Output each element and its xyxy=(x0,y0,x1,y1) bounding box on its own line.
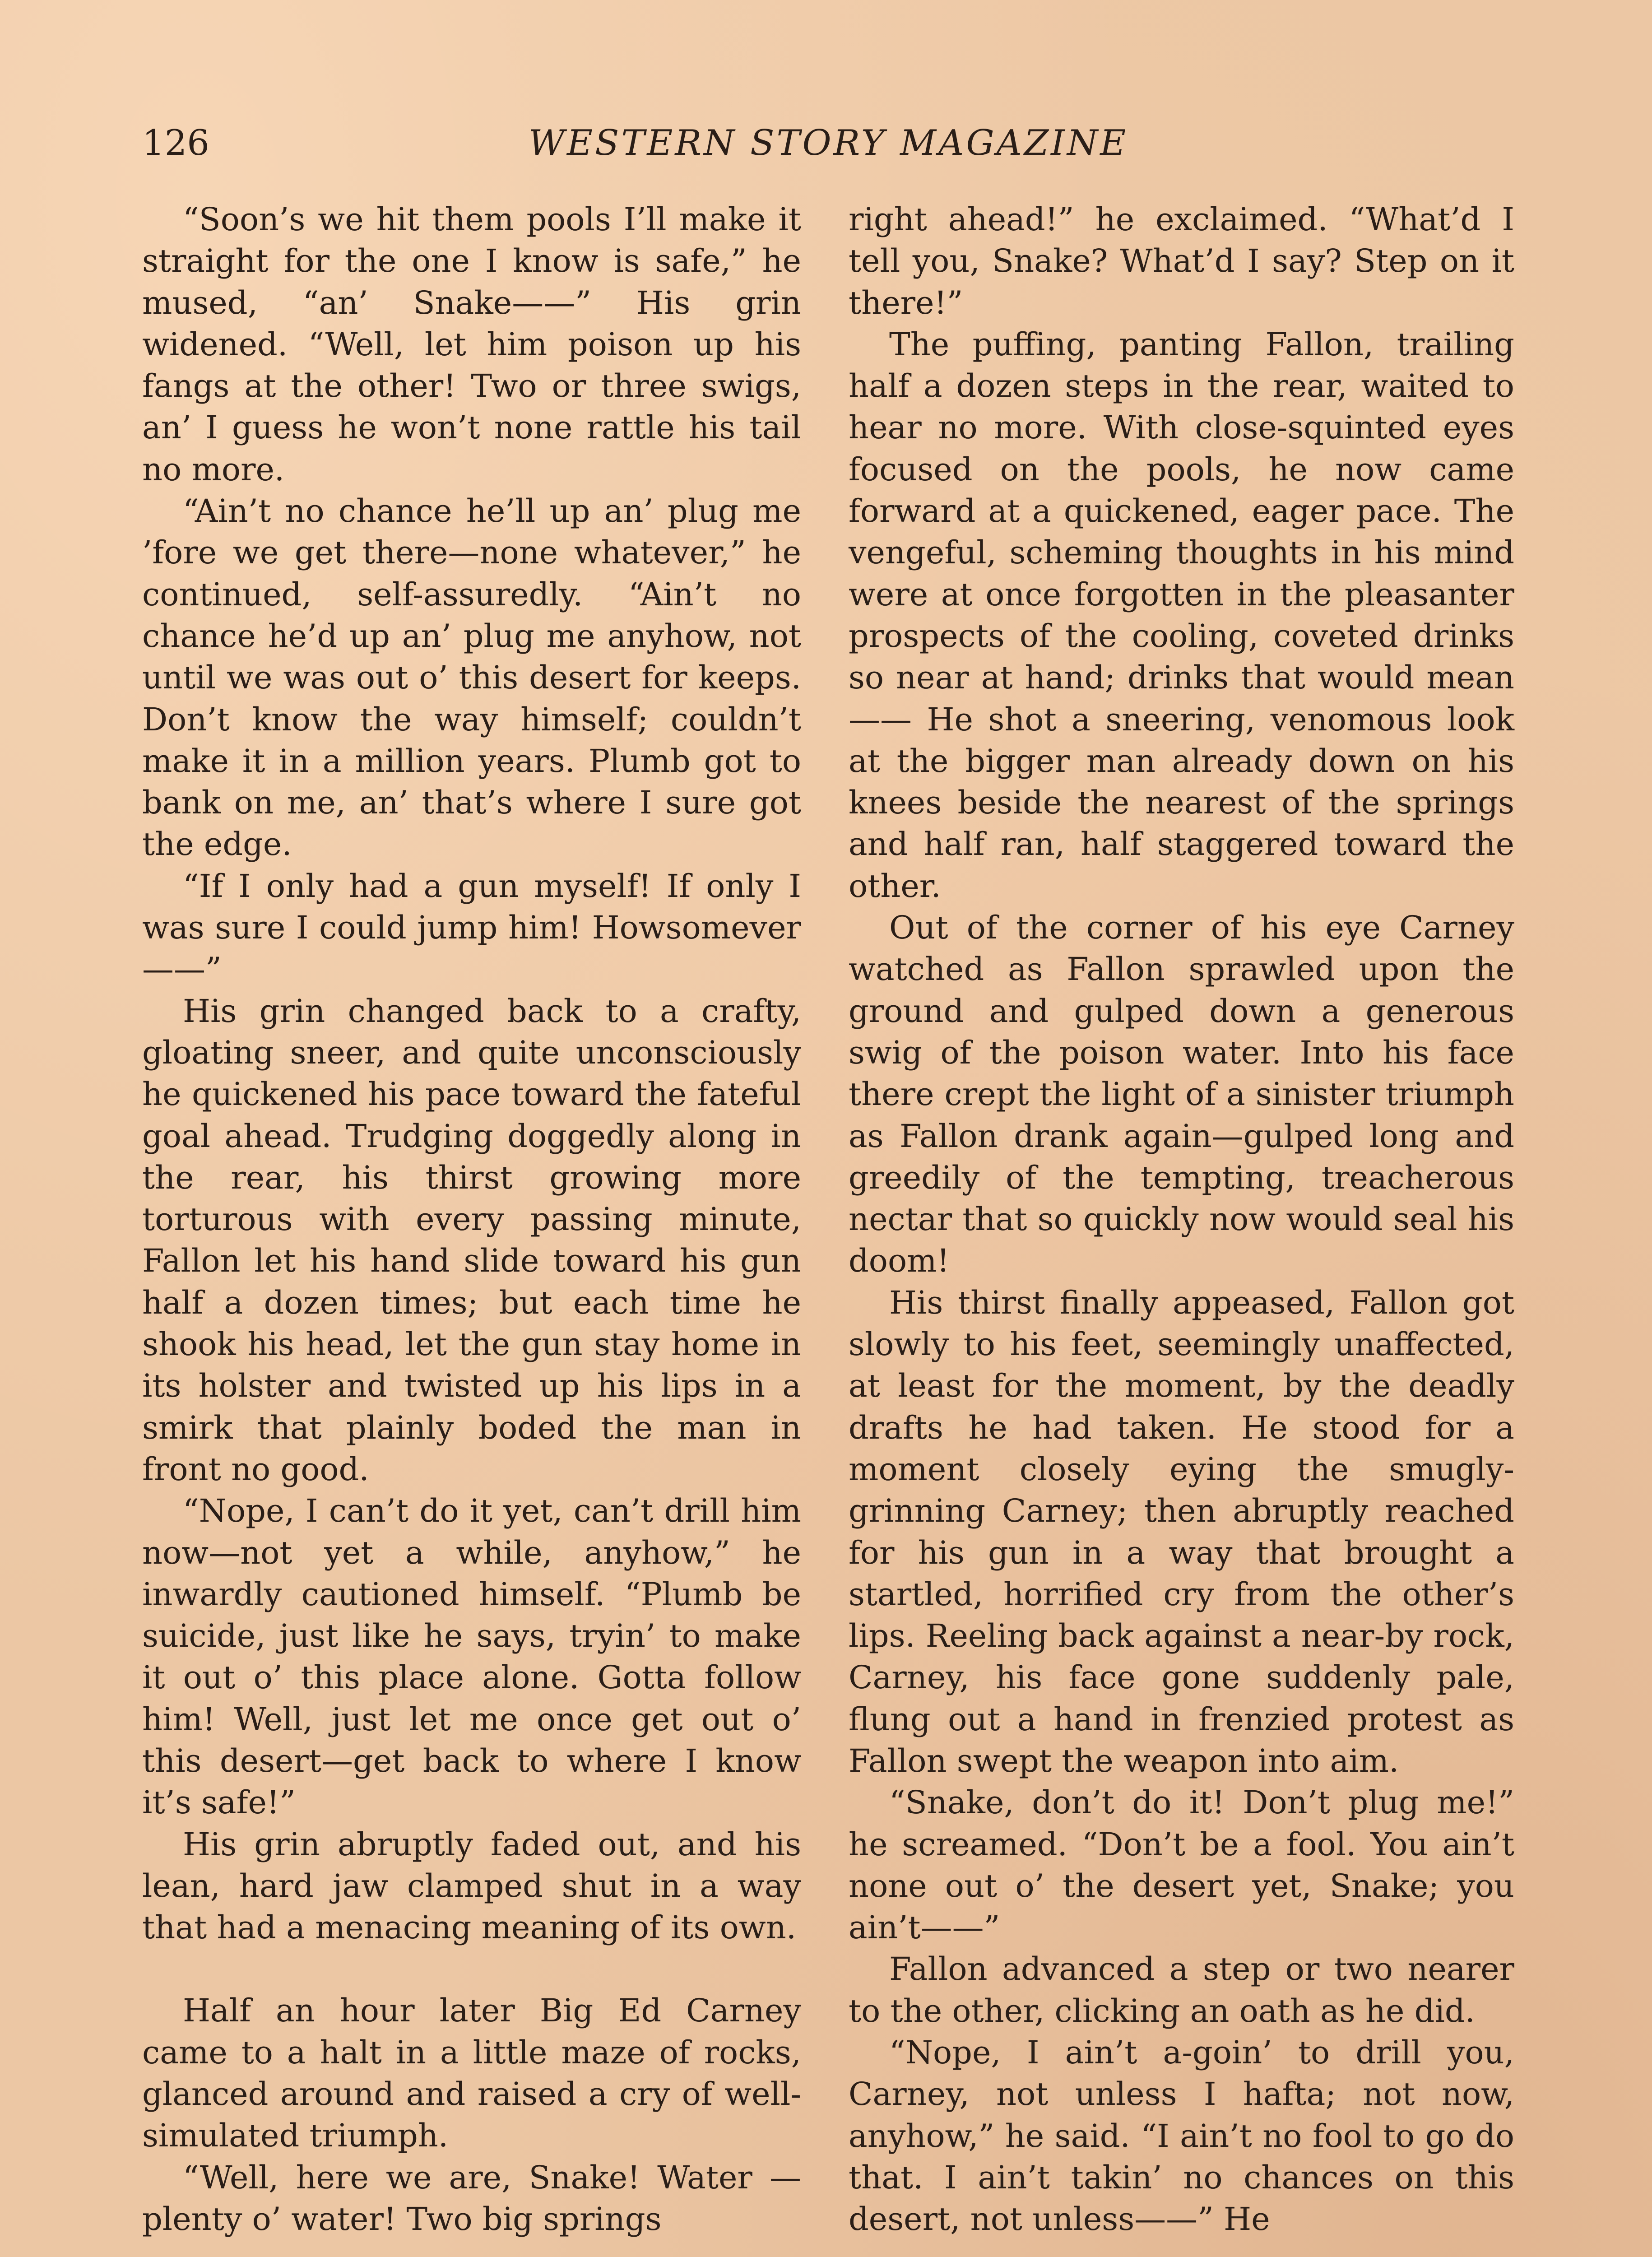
section-break xyxy=(142,1948,801,1990)
paragraph: “Nope, I can’t do it yet, can’t drill him now—not yet a while, anyhow,” he inwardly cautioned himself. “Plumb be suicide, just like he says, tryin’ to make it out o’ this place alone. Gotta follow him! Well, just let me once get out o’ this desert—get back to where I know it’s safe!” xyxy=(142,1492,801,1821)
paragraph: “Snake, don’t do it! Don’t plug me!” he screamed. “Don’t be a fool. You ain’t none out o’ the desert yet, Snake; you ain’t——” xyxy=(849,1784,1514,1946)
paragraph: “Nope, I ain’t a-goin’ to drill you, Carney, not unless I hafta; not now, anyhow,” he said. “I ain’t no fool to go do that. I ain’t takin’ no chances on this desert, not unless——” He xyxy=(849,2034,1514,2238)
paragraph: His grin abruptly faded out, and his lean, hard jaw clamped shut in a way that had a menacing meaning of its own. xyxy=(142,1825,801,1946)
paragraph: Half an hour later Big Ed Carney came to a halt in a little maze of rocks, glanced around and raised a cry of well-simulated triumph. xyxy=(142,1992,801,2155)
paragraph: “Ain’t no chance he’ll up an’ plug me ’fore we get there—none whatever,” he continued, self-assuredly. “Ain’t no chance he’d up an’ plug me anyhow, not until we was out o’ this desert for keeps. Don’t know the way himself; couldn’t make it in a million years. Plumb got to bank on me, an’ that’s where I sure got the edge. xyxy=(142,492,801,863)
paragraph: “If I only had a gun myself! If only I was sure I could jump him! Howsomever——” xyxy=(142,867,801,988)
paragraph: “Soon’s we hit them pools I’ll make it straight for the one I know is safe,” he mused, “an’ Snake——” His grin widened. “Well, let him poison up his fangs at the other! Two or three swigs, an’ I guess he won’t none rattle his tail no more. xyxy=(142,201,801,488)
left-column xyxy=(142,199,801,2240)
paragraph-continuation: right ahead!” he exclaimed. “What’d I tell you, Snake? What’d I say? Step on it there!” xyxy=(849,201,1514,321)
page-header xyxy=(142,118,1514,172)
right-column xyxy=(849,199,1514,2240)
paragraph: Fallon advanced a step or two nearer to the other, clicking an oath as he did. xyxy=(849,1950,1514,2029)
paragraph: His thirst finally appeased, Fallon got slowly to his feet, seemingly unaffected, at least for the moment, by the deadly drafts he had taken. He stood for a moment closely eying the smugly-grinning Carney; then abruptly reached for his gun in a way that brought a startled, horrified cry from the other’s lips. Reeling back against a near-by rock, Carney, his face gone suddenly pale, flung out a hand in frenzied protest as Fallon swept the weapon into aim. xyxy=(849,1284,1514,1779)
paragraph: His grin changed back to a crafty, gloating sneer, and quite unconsciously he quickened his pace toward the fateful goal ahead. Trudging doggedly along in the rear, his thirst growing more torturous with every passing minute, Fallon let his hand slide toward his gun half a dozen times; but each time he shook his head, let the gun stay home in its holster and twisted up his lips in a smirk that plainly boded the man in front no good. xyxy=(142,992,801,1488)
page-number: 126 xyxy=(142,123,209,163)
paragraph: “Well, here we are, Snake! Water —plenty o’ water! Two big springs xyxy=(142,2159,801,2238)
paragraph: The puffing, panting Fallon, trailing half a dozen steps in the rear, waited to hear no more. With close-squinted eyes focused on the pools, he now came forward at a quickened, eager pace. The vengeful, scheming thoughts in his mind were at once forgotten in the pleasanter prospects of the cooling, coveted drinks so near at hand; drinks that would mean—— He shot a sneering, venomous look at the bigger man already down on his knees beside the nearest of the springs and half ran, half staggered toward the other. xyxy=(849,325,1514,905)
magazine-title: WESTERN STORY MAGAZINE xyxy=(528,123,1128,163)
paragraph: Out of the corner of his eye Carney watched as Fallon sprawled upon the ground and gulped down a generous swig of the poison water. Into his face there crept the light of a sinister triumph as Fallon drank again—gulped long and greedily of the tempting, treacherous nectar that so quickly now would seal his doom! xyxy=(849,909,1514,1280)
